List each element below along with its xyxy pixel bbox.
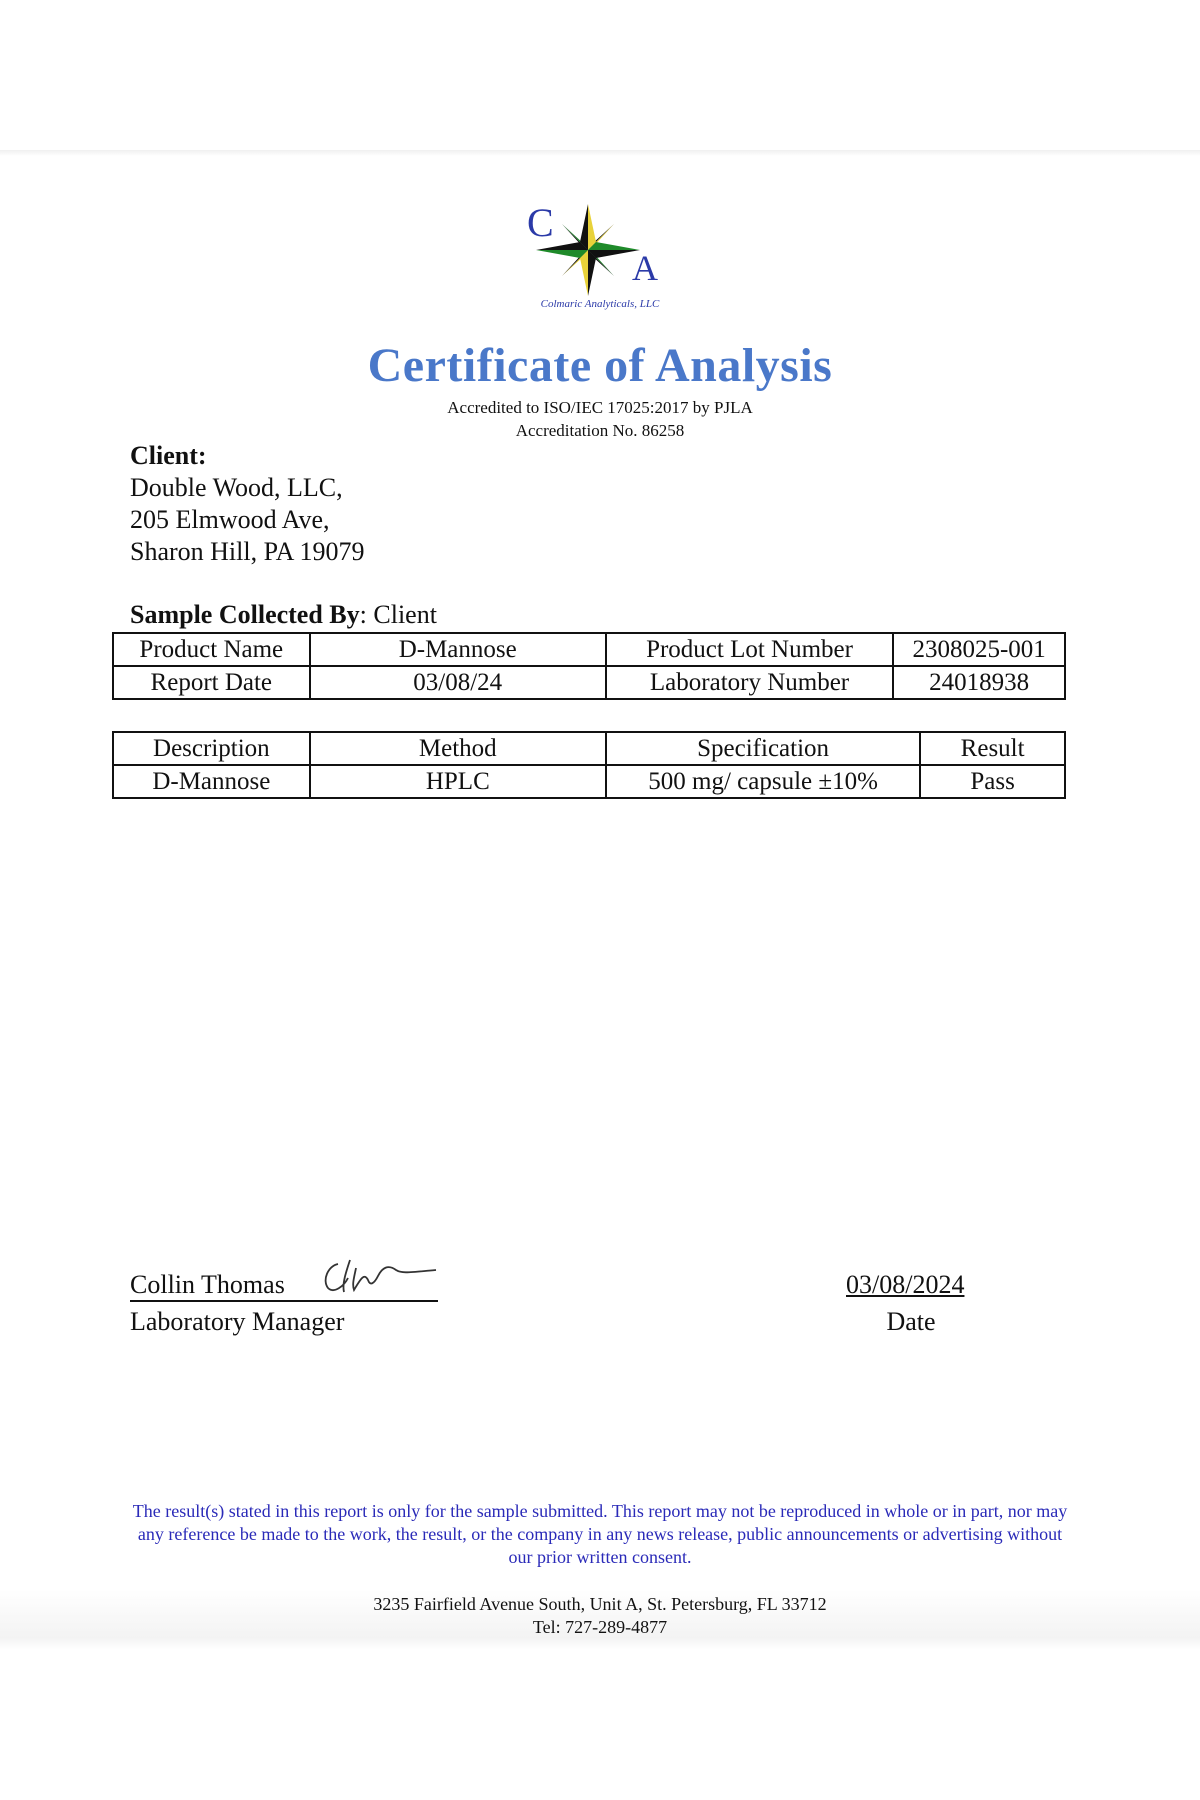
results-table (112, 731, 1066, 799)
page-top-edge (0, 150, 1200, 156)
sample-collected-colon: : (359, 600, 367, 629)
column-header: Specification (606, 732, 920, 765)
sample-collected (130, 600, 437, 630)
table-cell: 24018938 (893, 666, 1065, 699)
signatory-title: Laboratory Manager (130, 1307, 345, 1336)
signature-icon (316, 1250, 446, 1300)
table-cell: D-Mannose (310, 633, 606, 666)
client-name: Double Wood, LLC, (130, 473, 343, 502)
client-block (130, 440, 365, 568)
accreditation-number: Accreditation No. 86258 (515, 421, 685, 440)
column-header: Description (113, 732, 310, 765)
client-address-line-2: Sharon Hill, PA 19079 (130, 537, 365, 566)
company-name: Colmaric Analyticals, LLC (540, 298, 660, 310)
footer (0, 1593, 1200, 1639)
table-row (113, 633, 1065, 666)
table-cell: D-Mannose (113, 765, 310, 798)
logo-letter-c: C (527, 200, 554, 245)
client-label: Client: (130, 441, 207, 470)
table-cell: Pass (920, 765, 1065, 798)
date-label: Date (886, 1307, 936, 1336)
logo-letter-a: A (632, 248, 658, 288)
table-cell: Report Date (113, 666, 310, 699)
column-header: Method (310, 732, 606, 765)
footer-phone: Tel: 727-289-4877 (532, 1617, 668, 1637)
table-cell: Laboratory Number (606, 666, 893, 699)
table-cell: HPLC (310, 765, 606, 798)
sample-collected-label: Sample Collected By (130, 600, 360, 629)
client-address-line-1: 205 Elmwood Ave, (130, 505, 330, 534)
footer-address: 3235 Fairfield Avenue South, Unit A, St. Petersburg, FL 33712 (373, 1594, 827, 1614)
page-title: Certificate of Analysis (367, 339, 833, 392)
table-cell: 500 mg/ capsule ±10% (606, 765, 920, 798)
table-cell: 03/08/24 (310, 666, 606, 699)
product-info-table (112, 632, 1066, 700)
table-cell: Product Lot Number (606, 633, 893, 666)
table-header-row (113, 732, 1065, 765)
signatory-name: Collin Thomas (130, 1270, 438, 1302)
table-row (113, 765, 1065, 798)
sign-date: 03/08/2024 (846, 1270, 965, 1299)
disclaimer: The result(s) stated in this report is only for the sample submitted. This report may not be reproduced in whole or in part, nor may any reference be made to the work, the result, or the company in any news release, public announcements or advertising without our prior written consent. (132, 1501, 1068, 1567)
table-cell: Product Name (113, 633, 310, 666)
table-cell: 2308025-001 (893, 633, 1065, 666)
column-header: Result (920, 732, 1065, 765)
accreditation-line-1: Accredited to ISO/IEC 17025:2017 by PJLA (447, 398, 753, 417)
table-row (113, 666, 1065, 699)
accreditation (0, 396, 1200, 442)
sample-collected-value: Client (366, 600, 437, 629)
